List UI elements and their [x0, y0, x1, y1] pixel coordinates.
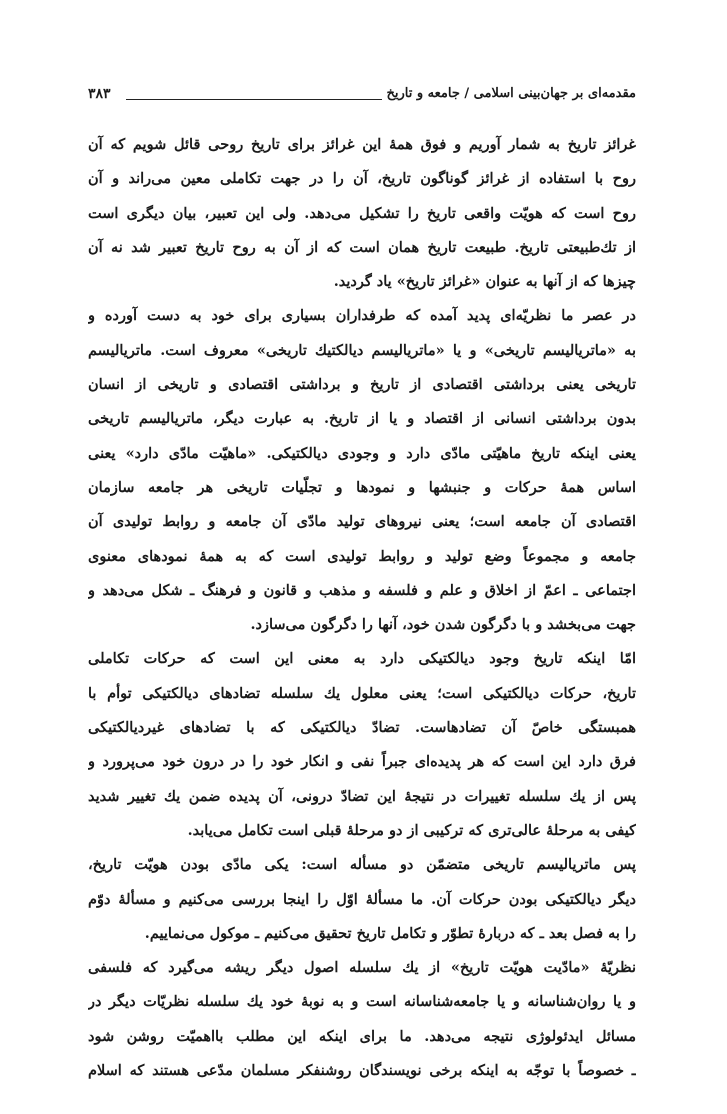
text-line: و یا روان‌شناسانه و یا جامعه‌شناسانه است و به نوبهٔ خود یك سلسله نظریّات دیگر در [88, 993, 636, 1011]
paragraph-end-line: را به فصل بعد ـ که دربارهٔ تطوّر و تکامل تاریخ تحقیق می‌کنیم ـ موکول می‌نماییم. [144, 924, 636, 942]
text-line: اقتصادی آن جامعه است؛ یعنی نیروهای تولید مادّی آن جامعه و روابط تولیدی آن [88, 513, 636, 531]
text-line: روح است که هویّت واقعی تاریخ را تشکیل می‌دهد. ولی این تعبیر، بیان دیگری است [88, 204, 636, 222]
body-text [88, 128, 636, 1088]
text-line: بدون برداشتی انسانی از اقتصاد و یا از تاریخ. به عبارت دیگر، ماتریالیسم تاریخی [88, 410, 636, 428]
text-line: یعنی اینکه تاریخ ماهیّتی مادّی دارد و وجودی دیالکتیکی. «ماهیّت مادّی دارد» یعنی [88, 444, 636, 462]
text-line: اجتماعی ـ اعمّ از اخلاق و علم و فلسفه و مذهب و قانون و فرهنگ ـ شکل می‌دهد و [88, 581, 636, 599]
text-line: نظریّهٔ «مادّیت هویّت تاریخ» از یك سلسله اصول دیگر ریشه می‌گیرد که فلسفی [88, 959, 636, 977]
text-line: تاریخ، حرکات دیالکتیکی است؛ یعنی معلول یك سلسله تضادهای دیالکتیکی توأم با [88, 684, 636, 702]
text-line: به «ماتریالیسم تاریخی» و یا «ماتریالیسم دیالکتیك تاریخی» معروف است. ماتریالیسم [88, 341, 636, 359]
paragraph-end-line: چیزها که از آنها به عنوان «غرائز تاریخ» یاد گردید. [333, 273, 636, 291]
paragraph-end-line: کیفی به مرحلهٔ عالی‌تری که ترکیبی از دو مرحلهٔ قبلی است تکامل می‌یابد. [187, 821, 636, 839]
text-line: روح با استفاده از غرائز گوناگون تاریخ، آن را در جهت تکاملی معین می‌راند و آن [88, 170, 636, 188]
text-line: جامعه و مجموعاً وضع تولید و روابط تولیدی است که به همهٔ نمودهای معنوی [88, 547, 636, 565]
text-line: غرائز تاریخ به شمار آوریم و فوق همهٔ این غرائز برای تاریخ روحی قائل شویم که آن [88, 136, 636, 153]
paragraph-end-line: جهت می‌بخشد و با دگرگون شدن خود، آنها را دگرگون می‌سازد. [250, 616, 636, 634]
text-line: پس از یك سلسله تغییرات در نتیجهٔ این تضادّ درونی، آن پدیده ضمن یك تغییر شدید [88, 787, 636, 805]
running-header [88, 86, 636, 110]
text-line: دیگر دیالکتیکی بودن حرکات آن. ما مسألهٔ اوّل را اینجا بررسی می‌کنیم و مسألهٔ دوّم [88, 890, 636, 908]
text-line: امّا اینکه تاریخ وجود دیالکتیکی دارد به معنی این است که حرکات تکاملی [88, 650, 636, 668]
text-line: همبستگی خاصّ آن تضادهاست. تضادّ دیالکتیکی که با تضادهای غیردیالکتیکی [88, 719, 636, 737]
header-title: مقدمه‌ای بر جهان‌بینی اسلامی / جامعه و تاریخ [382, 86, 636, 101]
text-line: تاریخی یعنی برداشتی اقتصادی از تاریخ و برداشتی اقتصادی و تاریخی از انسان [88, 376, 636, 394]
text-line: اساس همهٔ حرکات و جنبشها و نمودها و تجلّیات تاریخی هر جامعه سازمان [88, 478, 636, 496]
page-number: ۳۸۳ [88, 86, 115, 102]
text-line: مسائل ایدئولوژی نتیجه می‌دهد. ما برای اینکه این مطلب بااهمیّت روشن شود [88, 1027, 636, 1045]
header-rule [126, 99, 416, 100]
text-line: فرق دارد این است که هر پدیده‌ای جبراً نفی و انکار خود را در درون خود می‌پرورد و [88, 753, 636, 771]
text-line: در عصر ما نظریّه‌ای پدید آمده که طرفداران بسیاری برای خود به دست آورده و [88, 307, 636, 325]
text-line: از تك‌طبیعتی تاریخ. طبیعت تاریخ همان است که از آن به روح تاریخ تعبیر شد نه آن [88, 238, 636, 256]
text-line: ـ خصوصاً با توجّه به اینکه برخی نویسندگان روشنفکر مسلمان مدّعی هستند که اسلام [88, 1062, 636, 1080]
text-line: پس ماتریالیسم تاریخی متضمّن دو مسأله است: یکی مادّی بودن هویّت تاریخ، [88, 856, 636, 874]
